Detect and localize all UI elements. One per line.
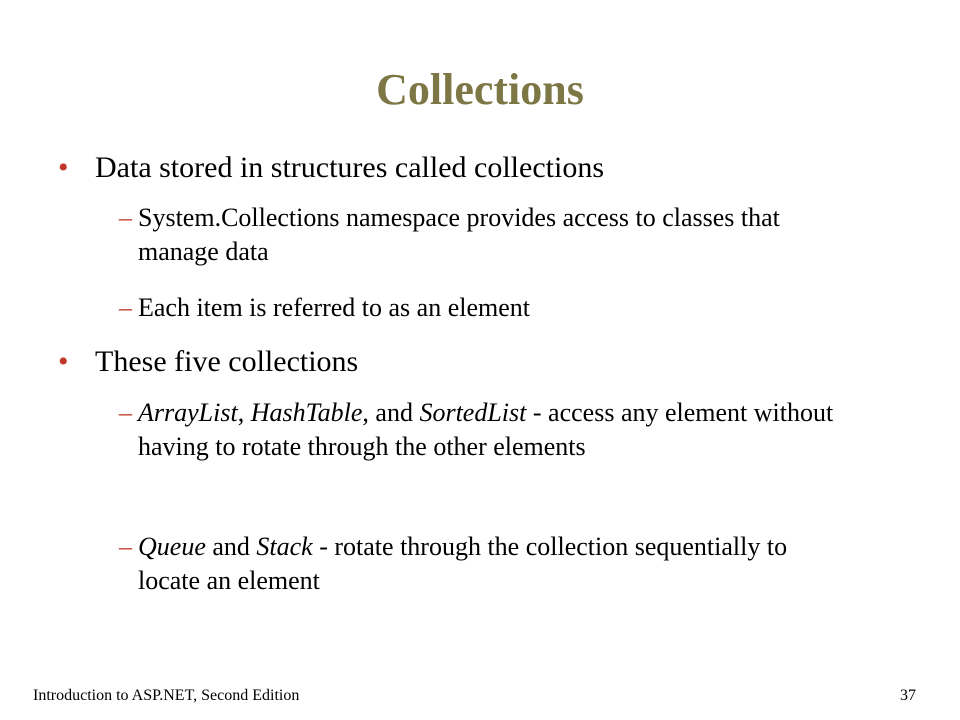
dash-icon: – (119, 293, 132, 322)
class-name-arraylist: ArrayList (138, 398, 238, 427)
bullet-text: Data stored in structures called collections (95, 151, 604, 184)
footer-title: Introduction to ASP.NET, Second Edition (33, 687, 300, 704)
dash-icon: – (119, 203, 132, 232)
separator: and (205, 532, 257, 561)
page-number: 37 (900, 687, 916, 704)
separator: , (237, 398, 251, 427)
bullet-text: These five collections (95, 345, 359, 378)
class-name-queue: Queue (138, 532, 206, 561)
dash-icon: – (119, 398, 132, 427)
bullet-icon: • (58, 345, 69, 378)
separator: , and (362, 398, 420, 427)
class-name-hashtable: HashTable (250, 398, 363, 427)
description-text: - access any element without having to rotate through the other elements (138, 398, 834, 461)
description-text: - rotate through the collection sequentially to locate an element (138, 532, 788, 595)
dash-icon: – (119, 532, 132, 561)
sub-bullet-text (138, 530, 843, 598)
sub-bullet-text (138, 396, 843, 464)
class-name-stack: Stack (256, 532, 313, 561)
sub-bullet-text: Each item is referred to as an element (138, 293, 530, 322)
slide-title: Collections (376, 65, 584, 114)
class-name-sortedlist: SortedList (419, 398, 527, 427)
sub-bullet-text: System.Collections namespace provides access to classes that manage data (138, 203, 780, 266)
bullet-icon: • (58, 151, 69, 184)
